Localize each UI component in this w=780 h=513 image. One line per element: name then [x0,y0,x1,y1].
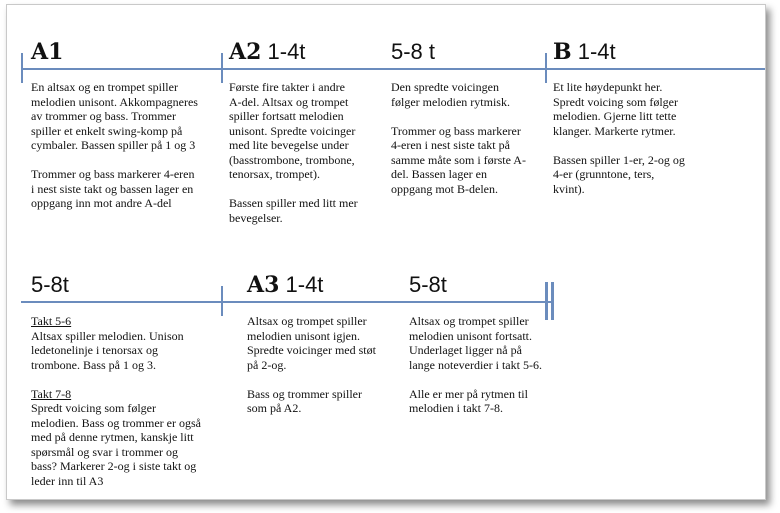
timeline-tick-b-5-8 [221,286,223,316]
timeline-tick-b [545,53,547,83]
paragraph: Spredt voicing som følger melodien. Bass og trommer er også med på denne rytmen, kanskje litt spørsmål og svar i trommer og bass? Markerer 2-og i siste takt og leder inn til A3 [31,401,201,488]
heading-text: 5-8 t [391,39,436,64]
paragraph: Alle er mer på rytmen til melodien i takt 7-8. [409,386,528,415]
section-heading-a2-5-8 [391,39,435,65]
paragraph: Bass og trommer spiller som på A2. [247,386,362,415]
heading-bold: A1 [31,39,64,65]
section-text-a2 [229,80,359,225]
section-heading-b [553,39,616,65]
paragraph: Altsax og trompet spiller melodien unisont igjen. Spredte voicinger med støt på 2-og. [247,314,376,372]
section-text-a3-5-8 [409,314,543,416]
paragraph: Altsax spiller melodien. Unison ledetonelinje i tenorsax og trombone. Bass på 1 og 3. [31,328,184,372]
heading-rest: 1-4t [279,272,324,297]
heading-rest: 1-4t [571,39,616,64]
heading-bold: A3 [247,272,280,298]
heading-text: 5-8t [409,272,447,297]
section-text-b [553,80,685,196]
subsection-title: Takt 7-8 [31,386,72,401]
heading-bold: B [553,39,572,65]
paragraph: Et lite høydepunkt her. Spredt voicing som følger melodien. Gjerne litt tette klanger. Markerte rytmer. [553,80,678,138]
section-text-a3 [247,314,381,416]
paragraph: Bassen spiller 1-er, 2-og og 4-er (grunntone, ters, kvint). [553,152,685,196]
paragraph: Altsax og trompet spiller melodien unisont fortsatt. Underlaget ligger nå på lange noteverdier i takt 5-6. [409,314,542,372]
paragraph: Bassen spiller med litt mer bevegelser. [229,196,358,225]
timeline-line-top [21,68,765,70]
heading-rest: 1-4t [261,39,306,64]
timeline-tick-a2 [221,53,223,83]
paragraph: En altsax og en trompet spiller melodien unisont. Akkompagneres av trommer og bass. Trommer spiller et enkelt swing-komp på cymbaler. Bassen spiller på 1 og 3 [31,80,198,152]
paragraph: Trommer og bass markerer 4-eren i nest siste takt på samme måte som i første A-del. Bassen lager en oppgang mot B-delen. [391,123,526,196]
timeline-end-bar-2 [551,282,554,320]
heading-bold: A2 [229,39,262,65]
section-text-a1 [31,80,199,211]
section-heading-a2 [229,39,305,65]
section-text-b-5-8 [31,314,203,488]
timeline-tick-a1 [21,53,23,83]
paragraph: Trommer og bass markerer 4-eren i nest siste takt og bassen lager en oppgang inn mot andre A-del [31,167,195,210]
timeline-line-bottom [21,301,553,303]
section-text-a2-5-8 [391,80,527,196]
paragraph: Første fire takter i andre A-del. Altsax og trompet spiller fortsatt melodien unisont. Spredte voicinger med lite bevegelse under (basstrombone, trombone, tenorsax, trompet). [229,80,356,181]
document-page [6,4,766,500]
section-heading-a1 [31,39,63,65]
paragraph: Den spredte voicingen følger melodien rytmisk. [391,80,510,109]
timeline-end-bar-1 [545,282,548,320]
section-heading-a3-5-8 [409,272,447,298]
heading-text: 5-8t [31,272,69,297]
section-heading-a3 [247,272,323,298]
section-heading-b-5-8 [31,272,69,298]
subsection-title: Takt 5-6 [31,314,72,328]
